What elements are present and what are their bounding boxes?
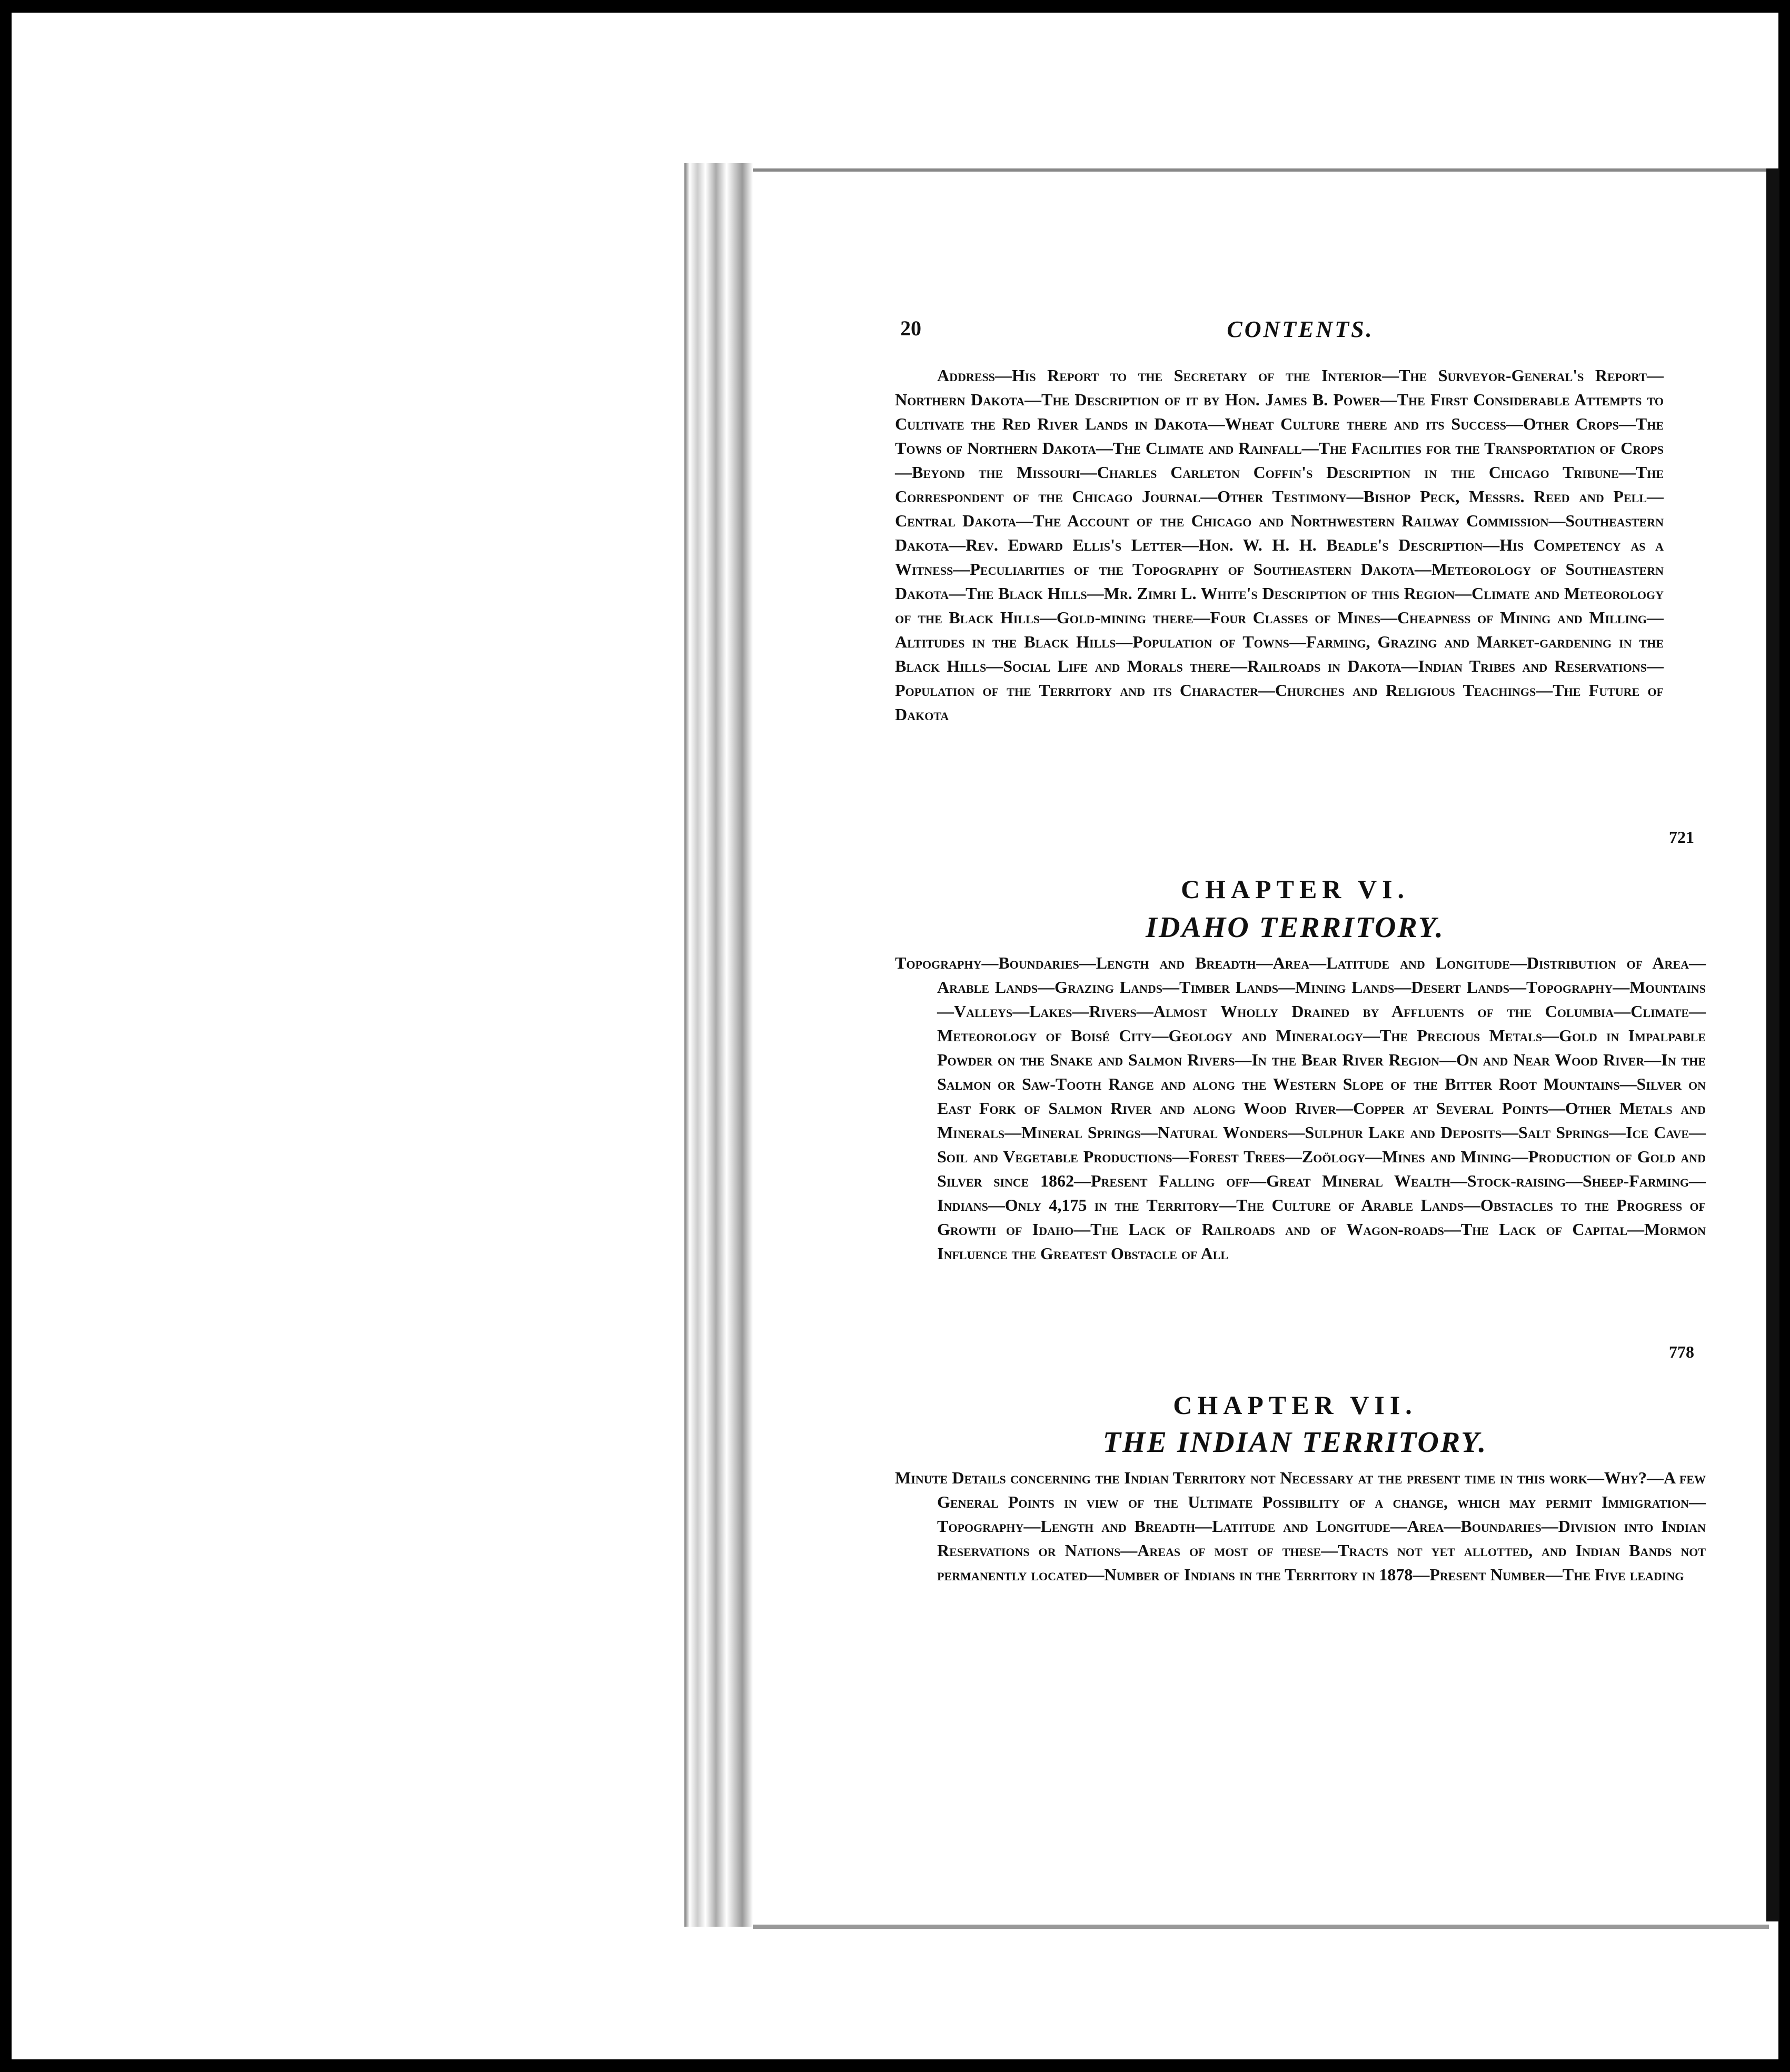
- running-title: CONTENTS.: [1227, 316, 1374, 342]
- chapter-heading: CHAPTER VI.: [1180, 874, 1410, 904]
- page-header: [900, 316, 1700, 347]
- chapter-title: THE INDIAN TERRITORY.: [1102, 1426, 1488, 1459]
- chapter-page-ref: 778: [1669, 1342, 1694, 1361]
- page-number: 20: [900, 316, 921, 340]
- scan-border-left: [0, 0, 12, 2072]
- chapter-heading: CHAPTER VII.: [1173, 1390, 1417, 1420]
- chapter-title: IDAHO TERRITORY.: [1146, 911, 1445, 944]
- book-page-edges: [684, 163, 753, 1927]
- chapter-summary: Minute Details concerning the Indian Territory not Necessary at the present time in this work—Why?—A few General Points in view of the Ultimate Possibility of a change, which may permit Immigration—Topography—Length and Breadth—Latitude and Longitude—Area—Boundaries—Division into Indian Reservations or Nations—Areas of most of these—Tracts not yet allotted, and Indian Bands not permanently located—Number of Indians in the Territory in 1878—Present Number—The Five leading: [895, 1468, 1706, 1584]
- scan-border-right: [1778, 0, 1790, 2072]
- continued-page-ref: 721: [1669, 828, 1694, 846]
- chapter-summary: Topography—Boundaries—Length and Breadth—Area—Latitude and Longitude—Distribution of Area—Arable Lands—Grazing Lands—Timber Lands—Mining Lands—Desert Lands—Topography—Mountains—Valleys—Lakes—Rivers—Almost Wholly Drained by Affluents of the Columbia—Climate—Meteorology of Boisé City—Geology and Mineralogy—The Precious Metals—Gold in Impalpable Powder on the Snake and Salmon Rivers—In the Bear River Region—On and Near Wood River—In the Salmon or Saw-Tooth Range and along the Western Slope of the Bitter Root Mountains—Silver on East Fork of Salmon River and along Wood River—Copper at Several Points—Other Metals and Minerals—Mineral Springs—Natural Wonders—Sulphur Lake and Deposits—Salt Springs—Ice Cave—Soil and Vegetable Productions—Forest Trees—Zoölogy—Mines and Mining—Production of Gold and Silver since 1862—Present Falling off—Great Mineral Wealth—Stock-raising—Sheep-Farming—Indians—Only 4,175 in the Territory—The Culture of Arable Lands—Obstacles to the Progress of Growth of Idaho—The Lack of Railroads and of Wagon-roads—The Lack of Capital—Mormon Influence the Greatest Obstacle of All: [895, 953, 1706, 1263]
- scan-border-bottom: [0, 2059, 1790, 2072]
- scan-border-top: [0, 0, 1790, 13]
- book-spine-edge: [1766, 168, 1779, 1921]
- continued-contents-paragraph: Address—His Report to the Secretary of the Interior—The Surveyor-General's Report—Northern Dakota—The Description of it by Hon. James B. Power—The First Considerable Attempts to Cultivate the Red River Lands in Dakota—Wheat Culture there and its Success—Other Crops—The Towns of Northern Dakota—The Climate and Rainfall—The Facilities for the Transportation of Crops—Beyond the Missouri—Charles Carleton Coffin's Description in the Chicago Tribune—The Correspondent of the Chicago Journal—Other Testimony—Bishop Peck, Messrs. Reed and Pell—Central Dakota—The Account of the Chicago and Northwestern Railway Commission—Southeastern Dakota—Rev. Edward Ellis's Letter—Hon. W. H. H. Beadle's Description—His Competency as a Witness—Peculiarities of the Topography of Southeastern Dakota—Meteorology of Southeastern Dakota—The Black Hills—Mr. Zimri L. White's Description of this Region—Climate and Meteorology of the Black Hills—Gold-mining there—Four Classes of Mines—Cheapness of Mining and Milling—Altitudes in the Black Hills—Population of Towns—Farming, Grazing and Market-gardening in the Black Hills—Social Life and Morals there—Railroads in Dakota—Indian Tribes and Reservations—Population of the Territory and its Character—Churches and Religious Teachings—The Future of Dakota: [895, 366, 1664, 724]
